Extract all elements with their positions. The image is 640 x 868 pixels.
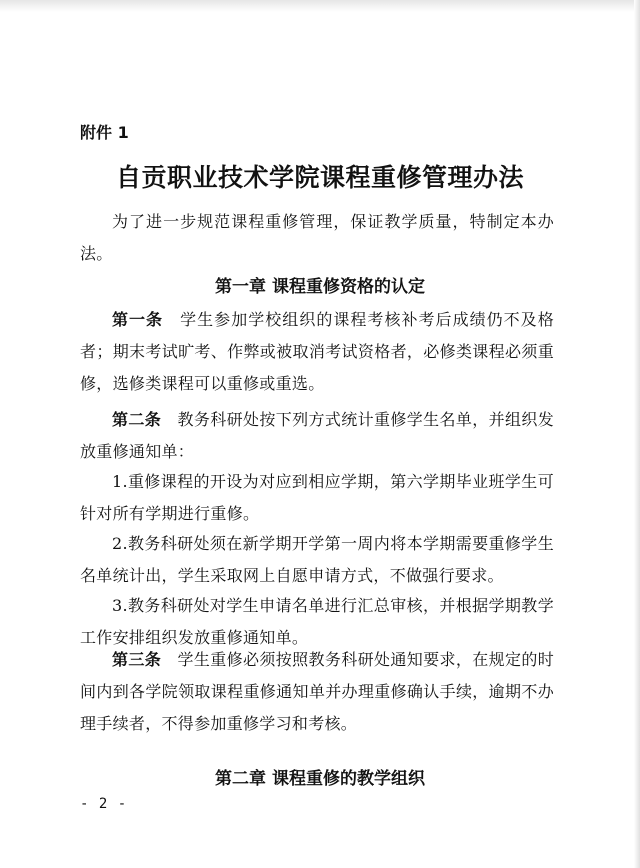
page-number: - 2 - [80, 796, 128, 812]
article-3-text: 学生重修必须按照教务科研处通知要求，在规定的时间内到各学院领取课程重修通知单并办理重修确认手续，逾期不办理手续者，不得参加重修学习和考核。 [80, 650, 554, 733]
article-1 [80, 304, 554, 400]
article-2-item-1: 1.重修课程的开设为对应到相应学期，第六学期毕业班学生可针对所有学期进行重修。 [80, 472, 554, 523]
page-shadow-top [0, 0, 640, 12]
intro-paragraph: 为了进一步规范课程重修管理，保证教学质量，特制定本办法。 [80, 212, 554, 263]
article-2-text: 教务科研处按下列方式统计重修学生名单，并组织发放重修通知单： [80, 410, 554, 461]
article-3-label: 第三条 [112, 650, 162, 669]
article-2-item-2: 2.教务科研处须在新学期开学第一周内将本学期需要重修学生名单统计出，学生采取网上自愿申请方式，不做强行要求。 [80, 534, 554, 585]
chapter-1-heading: 第一章 课程重修资格的认定 [215, 277, 425, 297]
page-shadow-right [634, 0, 640, 868]
chapter-2-heading: 第二章 课程重修的教学组织 [215, 769, 425, 789]
article-2-item-3: 3.教务科研处对学生申请名单进行汇总审核，并根据学期教学工作安排组织发放重修通知单。 [80, 596, 554, 647]
article-3 [80, 644, 554, 740]
document-title: 自贡职业技术学院课程重修管理办法 [115, 163, 524, 192]
article-2-label: 第二条 [112, 410, 162, 429]
attachment-label: 附件 1 [80, 123, 129, 142]
article-1-text: 学生参加学校组织的课程考核补考后成绩仍不及格者；期末考试旷考、作弊或被取消考试资格者，必修类课程必须重修，选修类课程可以重修或重选。 [80, 310, 554, 393]
article-2 [80, 404, 554, 468]
article-1-label: 第一条 [112, 310, 164, 329]
